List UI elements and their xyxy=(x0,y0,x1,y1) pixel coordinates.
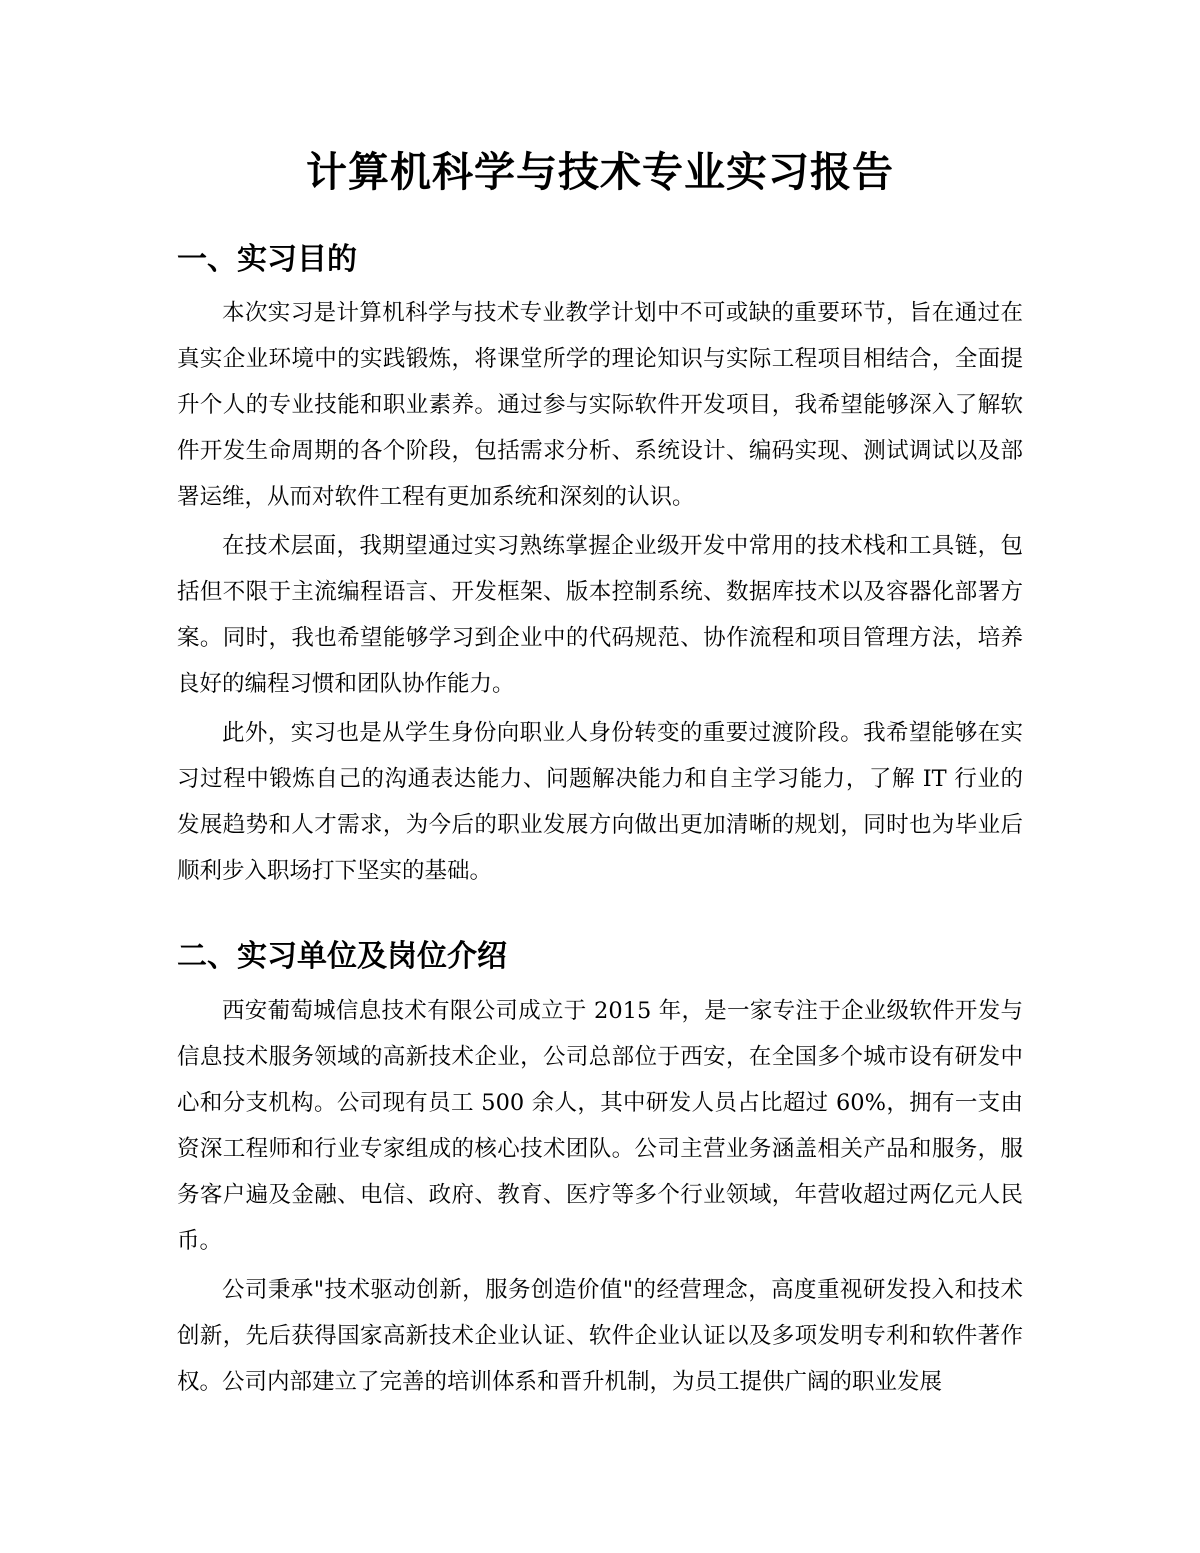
paragraph: 本次实习是计算机科学与技术专业教学计划中不可或缺的重要环节，旨在通过在真实企业环境中的实践锻炼，将课堂所学的理论知识与实际工程项目相结合，全面提升个人的专业技能和职业素养。通过参与实际软件开发项目，我希望能够深入了解软件开发生命周期的各个阶段，包括需求分析、系统设计、编码实现、测试调试以及部署运维，从而对软件工程有更加系统和深刻的认识。 xyxy=(177,300,1023,510)
document-title: 计算机科学与技术专业实习报告 xyxy=(306,148,894,196)
section-heading-company: 二、实习单位及岗位介绍 xyxy=(177,939,507,974)
paragraph: 公司秉承"技术驱动创新，服务创造价值"的经营理念，高度重视研发投入和技术创新，先后获得国家高新技术企业认证、软件企业认证以及多项发明专利和软件著作权。公司内部建立了完善的培训体系和晋升机制，为员工提供广阔的职业发展 xyxy=(177,1277,1023,1395)
paragraph: 此外，实习也是从学生身份向职业人身份转变的重要过渡阶段。我希望能够在实习过程中锻炼自己的沟通表达能力、问题解决能力和自主学习能力，了解 IT 行业的发展趋势和人才需求，为今后的职业发展方向做出更加清晰的规划，同时也为毕业后顺利步入职场打下坚实的基础。 xyxy=(177,720,1023,884)
section-heading-purpose: 一、实习目的 xyxy=(177,242,357,277)
paragraph: 西安葡萄城信息技术有限公司成立于 2015 年，是一家专注于企业级软件开发与信息技术服务领域的高新技术企业，公司总部位于西安，在全国多个城市设有研发中心和分支机构。公司现有员工 500 余人，其中研发人员占比超过 60%，拥有一支由资深工程师和行业专家组成的核心技术团队。公司主营业务涵盖相关产品和服务，服务客户遍及金融、电信、政府、教育、医疗等多个行业领域，年营收超过两亿元人民币。 xyxy=(177,998,1023,1254)
paragraph: 在技术层面，我期望通过实习熟练掌握企业级开发中常用的技术栈和工具链，包括但不限于主流编程语言、开发框架、版本控制系统、数据库技术以及容器化部署方案。同时，我也希望能够学习到企业中的代码规范、协作流程和项目管理方法，培养良好的编程习惯和团队协作能力。 xyxy=(177,533,1023,697)
